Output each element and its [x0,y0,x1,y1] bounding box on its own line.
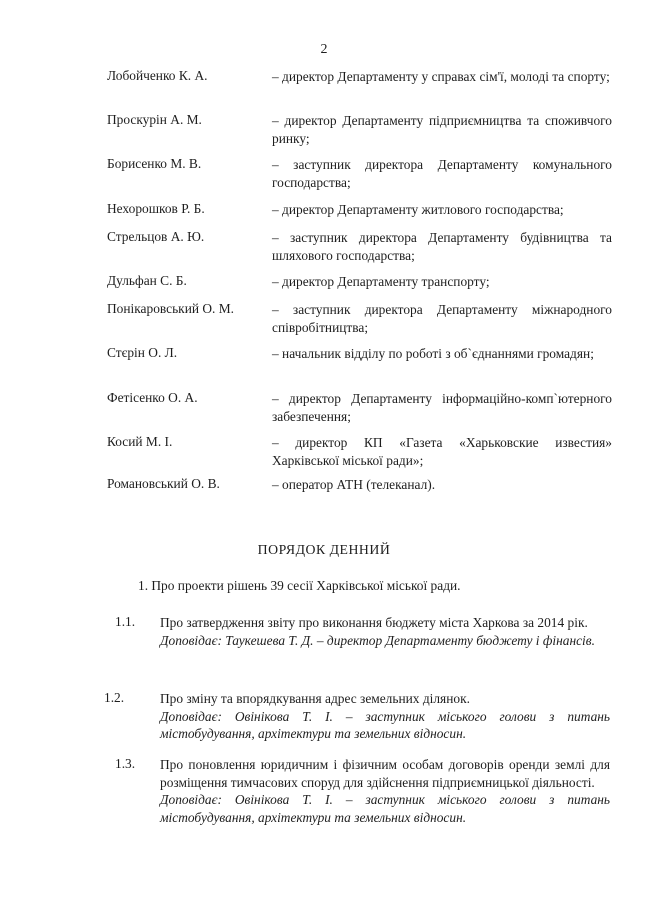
attendee-name: Проскурін А. М. [107,112,202,127]
agenda-item-title: Про поновлення юридичним і фізичним особам договорів оренди землі для розміщення тимчасових споруд для здійснення підприємницької діяльності. [160,757,610,790]
attendee-role: – директор Департаменту інформаційно-комп`ютерного забезпечення; [272,391,612,424]
agenda-item-title: Про зміну та впорядкування адрес земельних ділянок. [160,691,470,706]
agenda-item-speaker: Доповідає: Овінікова Т. І. – заступник міського голови з питань містобудування, архітектури та земельних відносин. [160,792,610,825]
agenda-item-number: 1.3. [115,756,136,771]
attendee-role: – директор Департаменту у справах сім'ї, молоді та спорту; [272,69,610,84]
agenda-item-body [160,756,610,826]
agenda-item-speaker: Доповідає: Таукешева Т. Д. – директор Департаменту бюджету і фінансів. [160,632,595,648]
attendee-name: Романовський О. В. [107,476,220,491]
attendee-name: Фетісенко О. А. [107,390,198,405]
attendee-name: Лобойченко К. А. [107,68,208,83]
attendee-role: – начальник відділу по роботі з об`єднаннями громадян; [272,346,594,361]
attendee-name: Дульфан С. Б. [107,273,187,288]
attendee-name: Стєрін О. Л. [107,345,178,360]
agenda-title: ПОРЯДОК ДЕННИЙ [257,542,391,557]
agenda-item-number: 1.1. [115,614,136,629]
agenda-intro: 1. Про проекти рішень 39 сесії Харківської міської ради. [138,578,461,593]
attendee-name: Понікаровський О. М. [107,301,234,316]
agenda-item-speaker: Доповідає: Овінікова Т. І. – заступник міського голови з питань містобудування, архітектури та земельних відносин. [160,708,610,741]
attendee-role: – заступник директора Департаменту будівництва та шляхового господарства; [272,230,612,263]
attendee-role: – директор Департаменту підприємництва та споживчого ринку; [272,113,612,146]
attendee-name: Стрельцов А. Ю. [107,229,205,244]
attendee-name: Нехорошков Р. Б. [107,201,205,216]
agenda-item-body [160,614,610,649]
agenda-item-body [160,690,610,743]
attendee-role: – заступник директора Департаменту комунального господарства; [272,157,612,190]
attendee-name: Борисенко М. В. [107,156,202,171]
agenda-item-number: 1.2. [104,690,125,705]
agenda-item-title: Про затвердження звіту про виконання бюджету міста Харкова за 2014 рік. [160,615,588,630]
page-number: 2 [320,42,328,57]
attendee-role: – директор Департаменту транспорту; [272,274,490,289]
attendee-name: Косий М. І. [107,434,173,449]
attendee-role: – заступник директора Департаменту міжнародного співробітництва; [272,302,612,335]
attendee-role: – директор КП «Газета «Харьковские известия» Харківської міської ради»; [272,435,612,468]
attendee-role: – директор Департаменту житлового господарства; [272,202,564,217]
attendee-role: – оператор АТН (телеканал). [272,477,436,492]
